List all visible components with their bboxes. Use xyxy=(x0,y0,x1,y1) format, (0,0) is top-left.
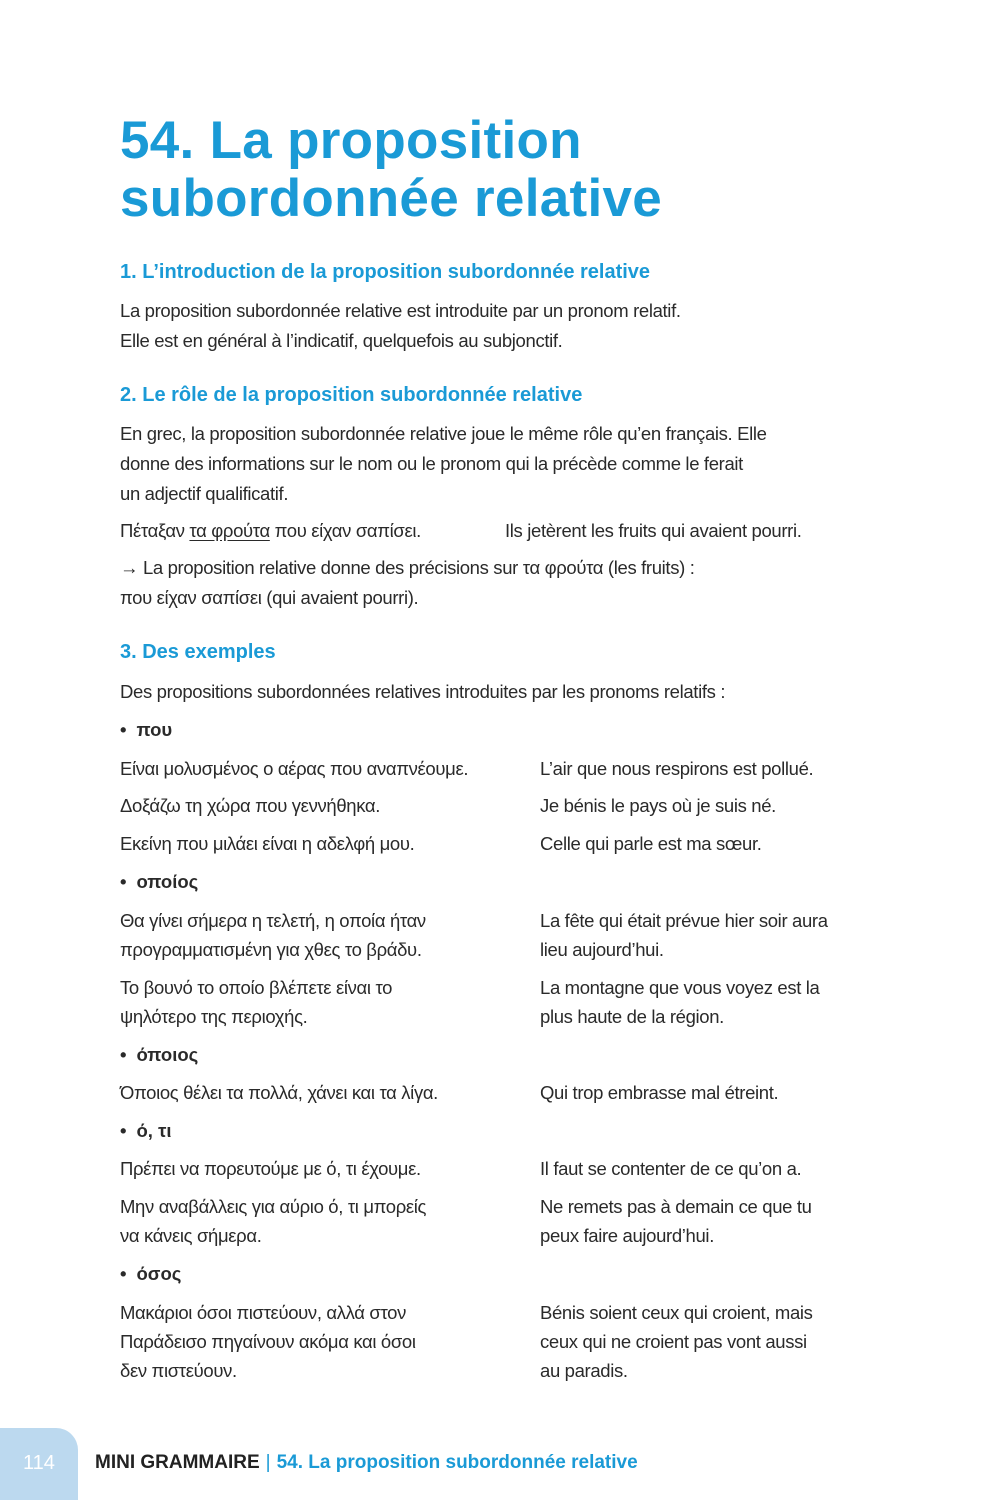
underlined-noun: τα φρούτα xyxy=(189,520,270,541)
example-greek: Δοξάζω τη χώρα που γεννήθηκα. xyxy=(120,795,381,816)
section-heading: 3. Des exemples xyxy=(120,641,276,663)
example-french: Celle qui parle est ma sœur. xyxy=(540,833,762,854)
paragraph: La proposition subordonnée relative est introduite par un pronom relatif. Elle est en général à l’indicatif, quelquefois au subjonctif. xyxy=(120,300,681,351)
example-greek: Εκείνη που μιλάει είναι η αδελφή μου. xyxy=(120,833,415,854)
example-french: La fête qui était prévue hier soir aura lieu aujourd’hui. xyxy=(540,910,828,960)
page-title xyxy=(120,112,662,228)
title-line: subordonnée relative xyxy=(120,169,663,228)
example-greek: Όποιος θέλει τα πολλά, χάνει και τα λίγα. xyxy=(120,1082,438,1103)
example-french: Bénis soient ceux qui croient, mais ceux qui ne croient pas vont aussi au paradis. xyxy=(540,1302,813,1381)
pronoun-bullet: • οποίος xyxy=(120,871,199,892)
example-french: La montagne que vous voyez est la plus haute de la région. xyxy=(540,977,820,1027)
page-number: 114 xyxy=(23,1452,55,1474)
example-greek: Μακάριοι όσοι πιστεύουν, αλλά στον Παράδεισο πηγαίνουν ακόμα και όσοι δεν πιστεύουν. xyxy=(120,1302,416,1381)
footer-section: MINI GRAMMAIRE xyxy=(95,1452,260,1473)
paragraph: En grec, la proposition subordonnée relative joue le même rôle qu’en français. Elle donne des informations sur le nom ou le pronom qui la précède comme le ferait un adjectif qualificatif. xyxy=(120,423,767,504)
example-french: Ne remets pas à demain ce que tu peux faire aujourd’hui. xyxy=(540,1196,812,1246)
title-line: 54. La proposition xyxy=(120,111,582,170)
example-greek: Είναι μολυσμένος ο αέρας που αναπνέουμε. xyxy=(120,758,469,779)
footer-chapter: 54. La proposition subordonnée relative xyxy=(276,1452,638,1473)
running-footer: MINI GRAMMAIRE | 54. La proposition subordonnée relative xyxy=(95,1452,638,1473)
example-greek: Πρέπει να πορευτούμε με ό, τι έχουμε. xyxy=(120,1158,421,1179)
note: → La proposition relative donne des précisions sur τα φρούτα (les fruits) : που είχαν σαπίσει (qui avaient pourri). xyxy=(120,557,695,608)
paragraph: Des propositions subordonnées relatives introduites par les pronoms relatifs : xyxy=(120,681,726,702)
pronoun-bullet: • που xyxy=(120,719,173,740)
section-heading: 2. Le rôle de la proposition subordonnée relative xyxy=(120,384,583,406)
section-heading: 1. L’introduction de la proposition subordonnée relative xyxy=(120,261,651,283)
example-greek: Πέταξαν τα φρούτα που είχαν σαπίσει. xyxy=(120,520,421,541)
pronoun-bullet: • όσος xyxy=(120,1263,182,1284)
example-french: L’air que nous respirons est pollué. xyxy=(540,758,814,779)
example-french: Qui trop embrasse mal étreint. xyxy=(540,1082,779,1103)
example-french: Je bénis le pays où je suis né. xyxy=(540,795,776,816)
example-greek: Μην αναβάλλεις για αύριο ό, τι μπορείς να κάνεις σήμερα. xyxy=(120,1196,427,1246)
example-french: Ils jetèrent les fruits qui avaient pourri. xyxy=(505,520,802,541)
pronoun-bullet: • ό, τι xyxy=(120,1120,172,1141)
pronoun-bullet: • όποιος xyxy=(120,1044,199,1065)
example-french: Il faut se contenter de ce qu’on a. xyxy=(540,1158,802,1179)
example-greek: Θα γίνει σήμερα η τελετή, η οποία ήταν προγραμματισμένη για χθες το βράδυ. xyxy=(120,910,426,960)
example-greek: Το βουνό το οποίο βλέπετε είναι το ψηλότερο της περιοχής. xyxy=(120,977,393,1027)
